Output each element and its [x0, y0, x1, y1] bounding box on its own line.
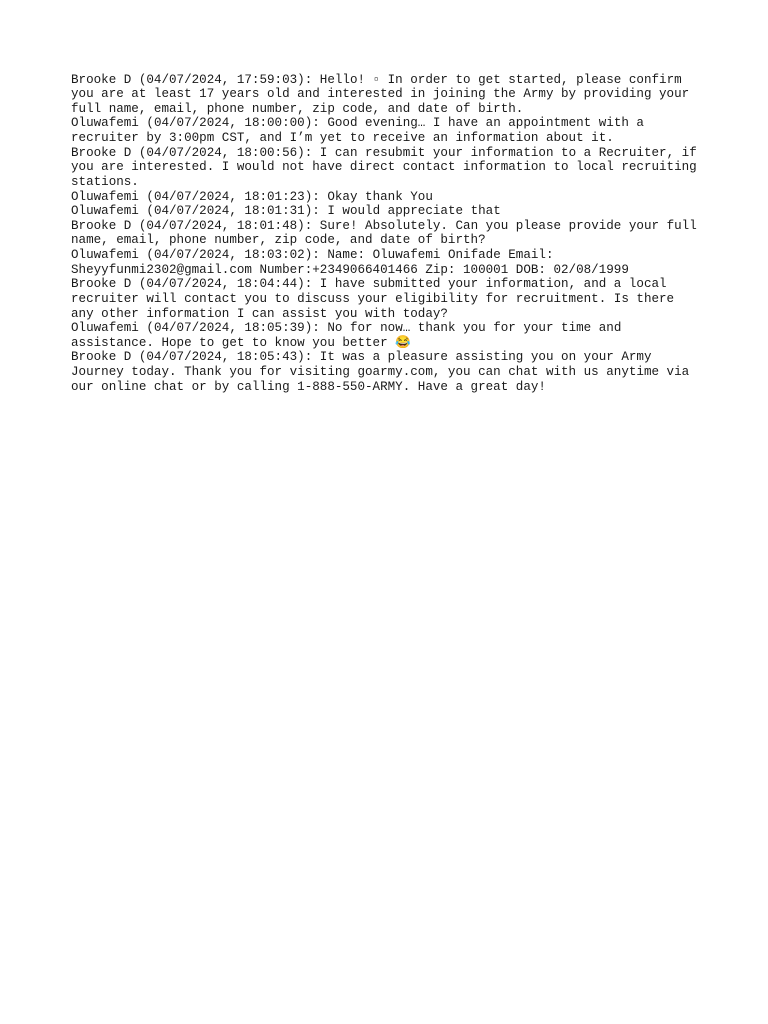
message-text: I would appreciate that	[327, 204, 501, 219]
message-sender: Oluwafemi	[71, 204, 139, 219]
chat-message	[71, 277, 701, 321]
chat-message	[71, 219, 701, 248]
chat-message	[71, 204, 701, 219]
message-text: I have submitted your information, and a local recruiter will contact you to discuss your eligibility for recruitment. Is there any other information I can assist you with today?	[71, 277, 675, 321]
message-timestamp: ( 04/07/2024, 18:04:44 ):	[131, 277, 319, 291]
message-timestamp: ( 04/07/2024, 18:01:31 ):	[139, 204, 327, 218]
message-text: Good evening… I have an appointment with a recruiter by 3:00pm CST, and I’m yet to receive an information about it.	[71, 116, 644, 145]
message-text: No for now… thank you for your time and assistance. Hope to get to know you better 😂	[71, 321, 622, 350]
message-sender: Oluwafemi	[71, 116, 139, 131]
message-timestamp: ( 04/07/2024, 18:01:23 ):	[139, 190, 327, 204]
message-sender: Brooke D	[71, 277, 132, 292]
message-timestamp: ( 04/07/2024, 17:59:03 ):	[131, 73, 319, 87]
chat-transcript	[71, 73, 701, 395]
chat-message	[71, 116, 701, 145]
message-text: Okay thank You	[327, 189, 433, 204]
chat-message	[71, 321, 701, 350]
message-timestamp: ( 04/07/2024, 18:03:02 ):	[139, 248, 327, 262]
message-text: Hello! ▫ In order to get started, please confirm you are at least 17 years old and interested in joining the Army by providing your full name, email, phone number, zip code, and date of birth.	[71, 72, 690, 116]
chat-message	[71, 350, 701, 394]
message-sender: Oluwafemi	[71, 189, 139, 204]
chat-message	[71, 73, 701, 117]
message-timestamp: ( 04/07/2024, 18:05:43 ):	[131, 350, 319, 364]
chat-message	[71, 146, 701, 190]
chat-message	[71, 190, 701, 205]
message-sender: Brooke D	[71, 145, 132, 160]
message-sender: Brooke D	[71, 72, 132, 87]
message-timestamp: ( 04/07/2024, 18:01:48 ):	[131, 219, 319, 233]
message-text: It was a pleasure assisting you on your Army Journey today. Thank you for visiting goarmy.com, you can chat with us anytime via our online chat or by calling 1-888-550-ARMY. Have a great day!	[71, 350, 690, 394]
message-sender: Oluwafemi	[71, 321, 139, 336]
chat-message	[71, 248, 701, 277]
message-sender: Brooke D	[71, 218, 132, 233]
message-timestamp: ( 04/07/2024, 18:05:39 ):	[139, 321, 327, 335]
message-timestamp: ( 04/07/2024, 18:00:00 ):	[139, 116, 327, 130]
message-timestamp: ( 04/07/2024, 18:00:56 ):	[131, 146, 319, 160]
message-text: I can resubmit your information to a Recruiter, if you are interested. I would not have direct contact information to local recruiting stations.	[71, 145, 697, 189]
message-sender: Oluwafemi	[71, 248, 139, 262]
message-text: Name: Oluwafemi Onifade Email: Sheyyfunmi2302@gmail.com Number:+2349066401466 Zip: 100001 DOB: 02/08/1999	[71, 248, 629, 277]
message-sender: Brooke D	[71, 350, 132, 365]
message-text: Sure! Absolutely. Can you please provide your full name, email, phone number, zip code, and date of birth?	[71, 218, 697, 248]
